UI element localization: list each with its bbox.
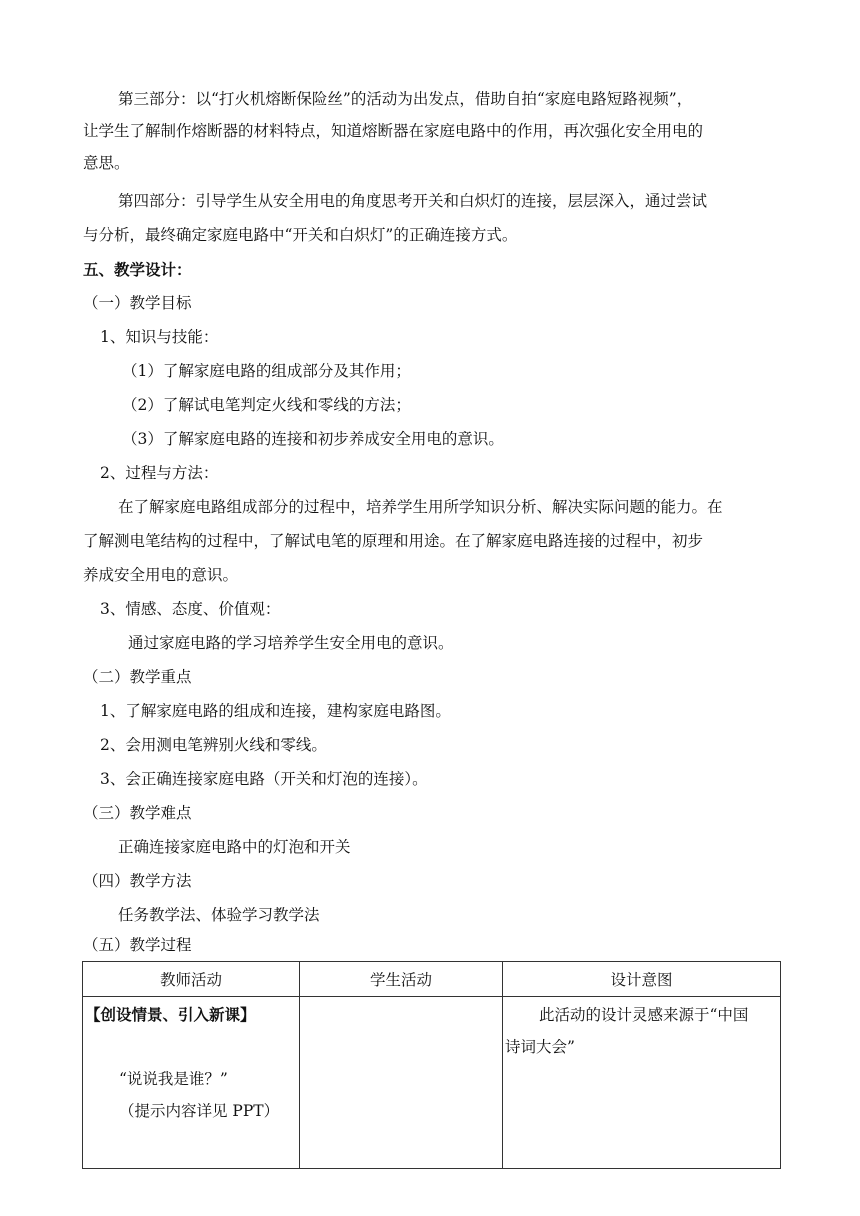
part3-line-1: 第三部分：以“打火机熔断保险丝”的活动为出发点，借助自拍“家庭电路短路视频”， [118, 90, 693, 108]
methods-text: 任务教学法、体验学习教学法 [118, 906, 320, 924]
section5-heading: 五、教学设计： [83, 261, 192, 279]
teacher-activity-cell [83, 997, 300, 1169]
key-point-3: 3、会正确连接家庭电路（开关和灯泡的连接）。 [100, 770, 428, 788]
knowledge-item-3: （3）了解家庭电路的连接和初步养成安全用电的意识。 [122, 430, 504, 448]
process-section-heading: （五）教学过程 [83, 936, 192, 954]
key-point-1: 1、了解家庭电路的组成和连接，建构家庭电路图。 [100, 702, 451, 720]
table-header-row [83, 962, 781, 997]
teacher-activity-title: 【创设情景、引入新课】 [85, 1006, 256, 1024]
key-point-2: 2、会用测电笔辨别火线和零线。 [100, 736, 327, 754]
table-row [83, 997, 781, 1169]
difficulty-heading: （三）教学难点 [83, 804, 192, 822]
header-student-activity: 学生活动 [300, 962, 503, 997]
teacher-activity-quote: “说说我是谁？” [119, 1070, 228, 1088]
knowledge-item-1: （1）了解家庭电路的组成部分及其作用； [122, 362, 411, 380]
teaching-process-table [82, 961, 781, 1169]
part4-line-2: 与分析，最终确定家庭电路中“开关和白炽灯”的正确连接方式。 [83, 226, 518, 244]
values-text: 通过家庭电路的学习培养学生安全用电的意识。 [128, 634, 454, 652]
process-line-3: 养成安全用电的意识。 [83, 566, 239, 584]
process-heading: 2、过程与方法： [100, 464, 219, 482]
design-intent-cell [503, 997, 781, 1169]
teacher-activity-hint: （提示内容详见 PPT） [119, 1102, 280, 1120]
difficulty-text: 正确连接家庭电路中的灯泡和开关 [118, 838, 351, 856]
design-intent-line-1: 此活动的设计灵感来源于“中国 [539, 1006, 749, 1024]
methods-heading: （四）教学方法 [83, 872, 192, 890]
goals-heading: （一）教学目标 [83, 294, 192, 312]
student-activity-cell [300, 997, 503, 1169]
key-points-heading: （二）教学重点 [83, 668, 192, 686]
design-intent-line-2: 诗词大会” [505, 1038, 575, 1056]
part4-line-1: 第四部分：引导学生从安全用电的角度思考开关和白炽灯的连接，层层深入，通过尝试 [118, 192, 708, 210]
header-teacher-activity: 教师活动 [83, 962, 300, 997]
process-line-1: 在了解家庭电路组成部分的过程中，培养学生用所学知识分析、解决实际问题的能力。在 [118, 498, 723, 516]
knowledge-item-2: （2）了解试电笔判定火线和零线的方法； [122, 396, 411, 414]
values-heading: 3、情感、态度、价值观： [100, 600, 281, 618]
knowledge-heading: 1、知识与技能： [100, 328, 219, 346]
header-design-intent: 设计意图 [503, 962, 781, 997]
part3-line-2: 让学生了解制作熔断器的材料特点，知道熔断器在家庭电路中的作用，再次强化安全用电的 [83, 122, 704, 140]
process-line-2: 了解测电笔结构的过程中，了解试电笔的原理和用途。在了解家庭电路连接的过程中，初步 [83, 532, 704, 550]
part3-line-3: 意思。 [83, 154, 130, 172]
